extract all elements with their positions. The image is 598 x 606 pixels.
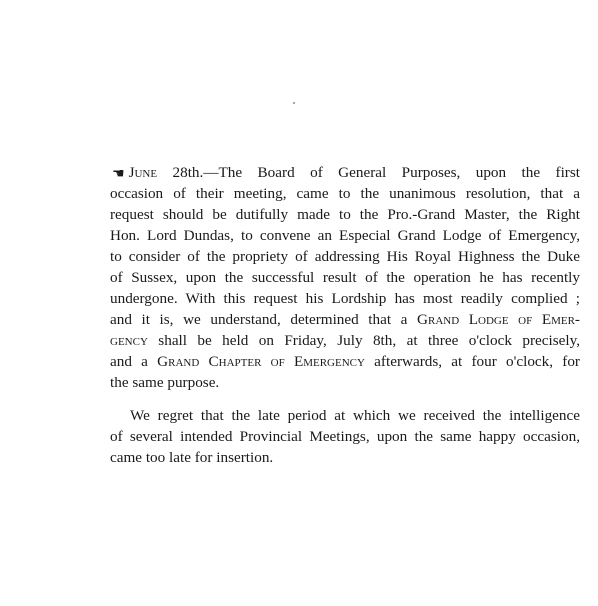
paragraph-board-resolution [110, 162, 580, 393]
text-line: We regret that the late period at which we received the intelligence [130, 407, 580, 424]
stray-mark [293, 102, 295, 104]
text-line: to consider of the propriety of addressing His Royal Highness the Duke [110, 248, 580, 265]
text-line [110, 351, 580, 372]
text-line [110, 309, 580, 330]
text-line: of several intended Provincial Meetings, upon the same happy occasion, [110, 428, 580, 445]
grand-lodge-title: Grand Lodge of Emer- [417, 311, 580, 328]
text-line [110, 330, 580, 351]
text-line: of Sussex, upon the successful result of the operation he has recently [110, 269, 580, 286]
paragraph-regret-notice [110, 405, 580, 468]
text-line: the same purpose. [110, 374, 220, 391]
text-line: came too late for insertion. [110, 449, 274, 466]
text-line: undergone. With this request his Lordship has most readily complied ; [110, 290, 580, 307]
text-line: Hon. Lord Dundas, to convene an Especial Grand Lodge of Emergency, [110, 227, 580, 244]
date-label: June [128, 164, 158, 181]
document-page [110, 162, 580, 468]
text-fragment: afterwards, at four o'clock, for [364, 353, 580, 370]
text-fragment: and a [110, 353, 158, 370]
text-line: request should be dutifully made to the Pro.-Grand Master, the Right [110, 206, 580, 223]
grand-chapter-title: Grand Chapter of Emergency [157, 353, 365, 370]
text-fragment: shall be held on Friday, July 8th, at three o'clock precisely, [147, 332, 580, 349]
text-fragment: 28th.—The Board of General Purposes, upon the first [157, 164, 580, 181]
text-line: occasion of their meeting, came to the unanimous resolution, that a [110, 185, 580, 202]
text-line [110, 162, 580, 183]
pointing-hand-icon: ☛ [112, 167, 125, 182]
grand-lodge-title-cont: gency [110, 332, 148, 349]
text-fragment: and it is, we understand, determined that a [110, 311, 418, 328]
